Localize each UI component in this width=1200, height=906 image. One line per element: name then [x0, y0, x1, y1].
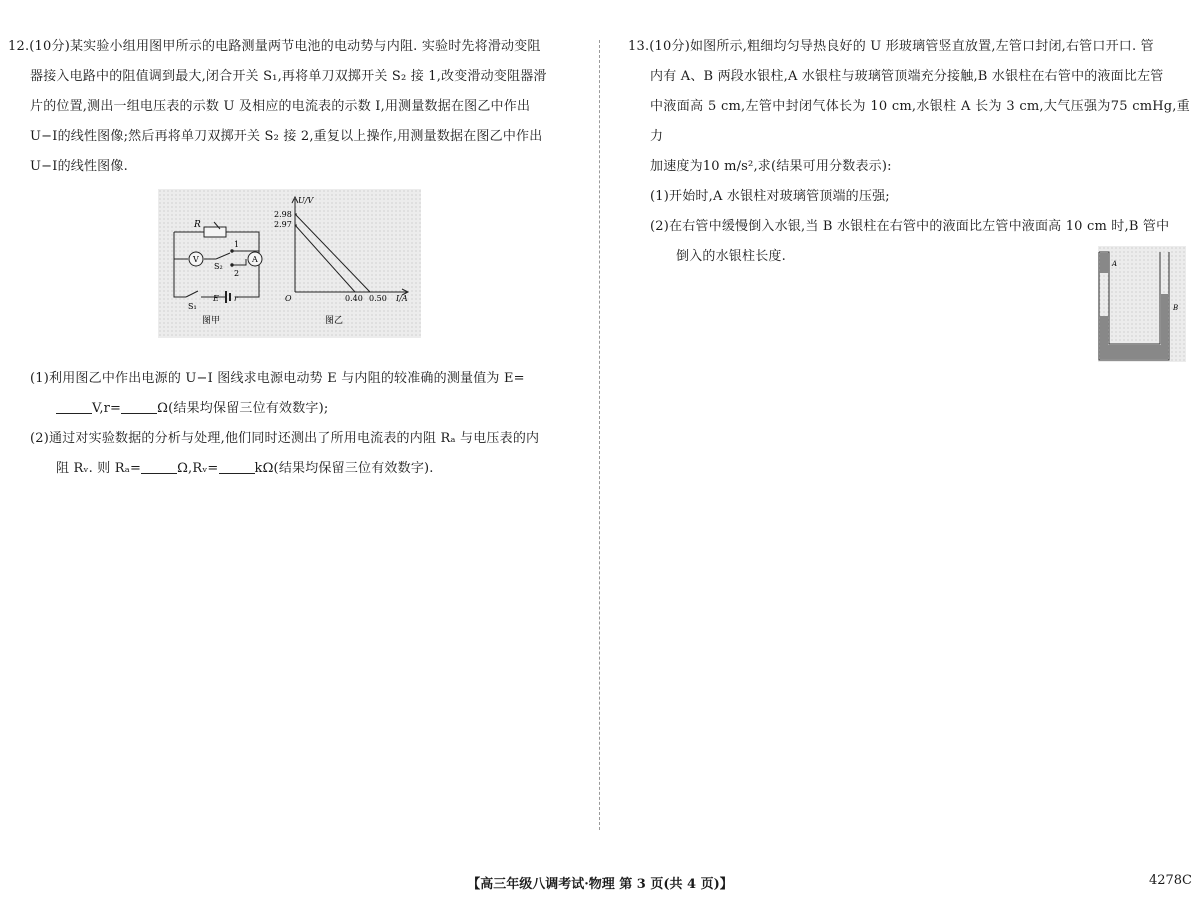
label-2: 2: [234, 269, 240, 278]
mercury-column-B: [1100, 294, 1168, 359]
page-footer: 【高三年级八调考试·物理 第 3 页(共 4 页)】: [467, 877, 733, 892]
q12-sub1-line-2: V,r= Ω(结果均保留三位有效数字);: [8, 394, 573, 424]
u-tube-outline: [1099, 252, 1169, 360]
label-E: E: [213, 294, 219, 303]
graph-origin: O: [285, 294, 292, 303]
answer-blank-E[interactable]: [56, 399, 92, 414]
label-1: 1: [234, 240, 240, 249]
mercury-column-A: [1100, 253, 1109, 273]
q12-sub2-line-1: (2)通过对实验数据的分析与处理,他们同时还测出了所用电流表的内阻 Rₐ 与电压表的内: [30, 431, 540, 446]
label-r: r: [234, 294, 238, 303]
paper-code: 4278C: [1148, 873, 1192, 888]
graph-xlabel: I/A: [396, 294, 408, 303]
q13-line-1: 13.(10分)如图所示,粗细均匀导热良好的 U 形玻璃管竖直放置,左管口封闭,右管口开口. 管: [628, 39, 1154, 54]
figure-circuit-and-graph: [158, 189, 421, 338]
label-A: A: [1112, 260, 1118, 268]
u-tube-svg: [1098, 246, 1186, 362]
label-B: B: [1173, 304, 1179, 312]
answer-blank-RV[interactable]: [219, 459, 255, 474]
q12-sub1-line-1: (1)利用图乙中作出电源的 U−I 图线求电源电动势 E 与内阻的较准确的测量值为 E=: [30, 371, 525, 386]
tick-y-297: 2.97: [274, 220, 292, 229]
q13-sub2-line-2: 倒入的水银柱长度.: [676, 249, 786, 264]
label-A: A: [252, 255, 258, 264]
label-R: R: [194, 220, 201, 230]
tick-y-298: 2.98: [274, 210, 292, 219]
q12-line-3: 片的位置,测出一组电压表的示数 U 及相应的电流表的示数 I,用测量数据在图乙中作出: [30, 99, 531, 114]
q12-line-5: U−I的线性图像.: [30, 159, 128, 174]
answer-blank-RA[interactable]: [141, 459, 177, 474]
tick-x-050: 0.50: [369, 294, 387, 303]
graph-ylabel: U/V: [298, 196, 314, 205]
label-S2: S₂: [214, 262, 223, 271]
q13-sub2-line-1: (2)在右管中缓慢倒入水银,当 B 水银柱在右管中的液面比左管中液面高 10 cm 时,B 管中: [650, 219, 1170, 234]
q12-sub2-line-2: 阻 Rᵥ. 则 Rₐ= Ω,Rᵥ= kΩ(结果均保留三位有效数字).: [56, 461, 434, 476]
label-S1: S₁: [188, 302, 197, 311]
graph-line-1: [295, 214, 370, 292]
tick-x-040: 0.40: [345, 294, 363, 303]
column-divider: [599, 40, 600, 830]
q12-line-1: 12.(10分)某实验小组用图甲所示的电路测量两节电池的电动势与内阻. 实验时先将滑动变阻: [8, 39, 541, 54]
graph-line-2: [295, 225, 355, 292]
q13-line-4: 加速度为10 m/s²,求(结果可用分数表示):: [650, 159, 892, 174]
answer-blank-r[interactable]: [121, 399, 157, 414]
label-V: V: [193, 255, 199, 264]
graph-lines: [295, 214, 370, 292]
q13-sub1: (1)开始时,A 水银柱对玻璃管顶端的压强;: [650, 189, 890, 204]
switch-s1: [186, 291, 198, 297]
caption-yi: 图乙: [325, 316, 344, 326]
q12-line-2: 器接入电路中的阻值调到最大,闭合开关 S₁,再将单刀双掷开关 S₂ 接 1,改变滑动变阻器滑: [30, 69, 547, 84]
question-13: [628, 32, 1190, 272]
q13-line-3: 中液面高 5 cm,左管中封闭气体长为 10 cm,水银柱 A 长为 3 cm,大气压强为75 cmHg,重力: [650, 99, 1190, 144]
q13-line-2: 内有 A、B 两段水银柱,A 水银柱与玻璃管顶端充分接触,B 水银柱在右管中的液面比左管: [650, 69, 1164, 84]
figure-1-svg: [158, 189, 421, 338]
q12-line-4: U−I的线性图像;然后再将单刀双掷开关 S₂ 接 2,重复以上操作,用测量数据在图乙中作出: [30, 129, 543, 144]
figure-u-tube: [1098, 246, 1186, 362]
battery: [226, 291, 230, 303]
rheostat: [204, 227, 226, 237]
caption-jia: 图甲: [202, 316, 221, 326]
switch-s2: [216, 253, 230, 259]
